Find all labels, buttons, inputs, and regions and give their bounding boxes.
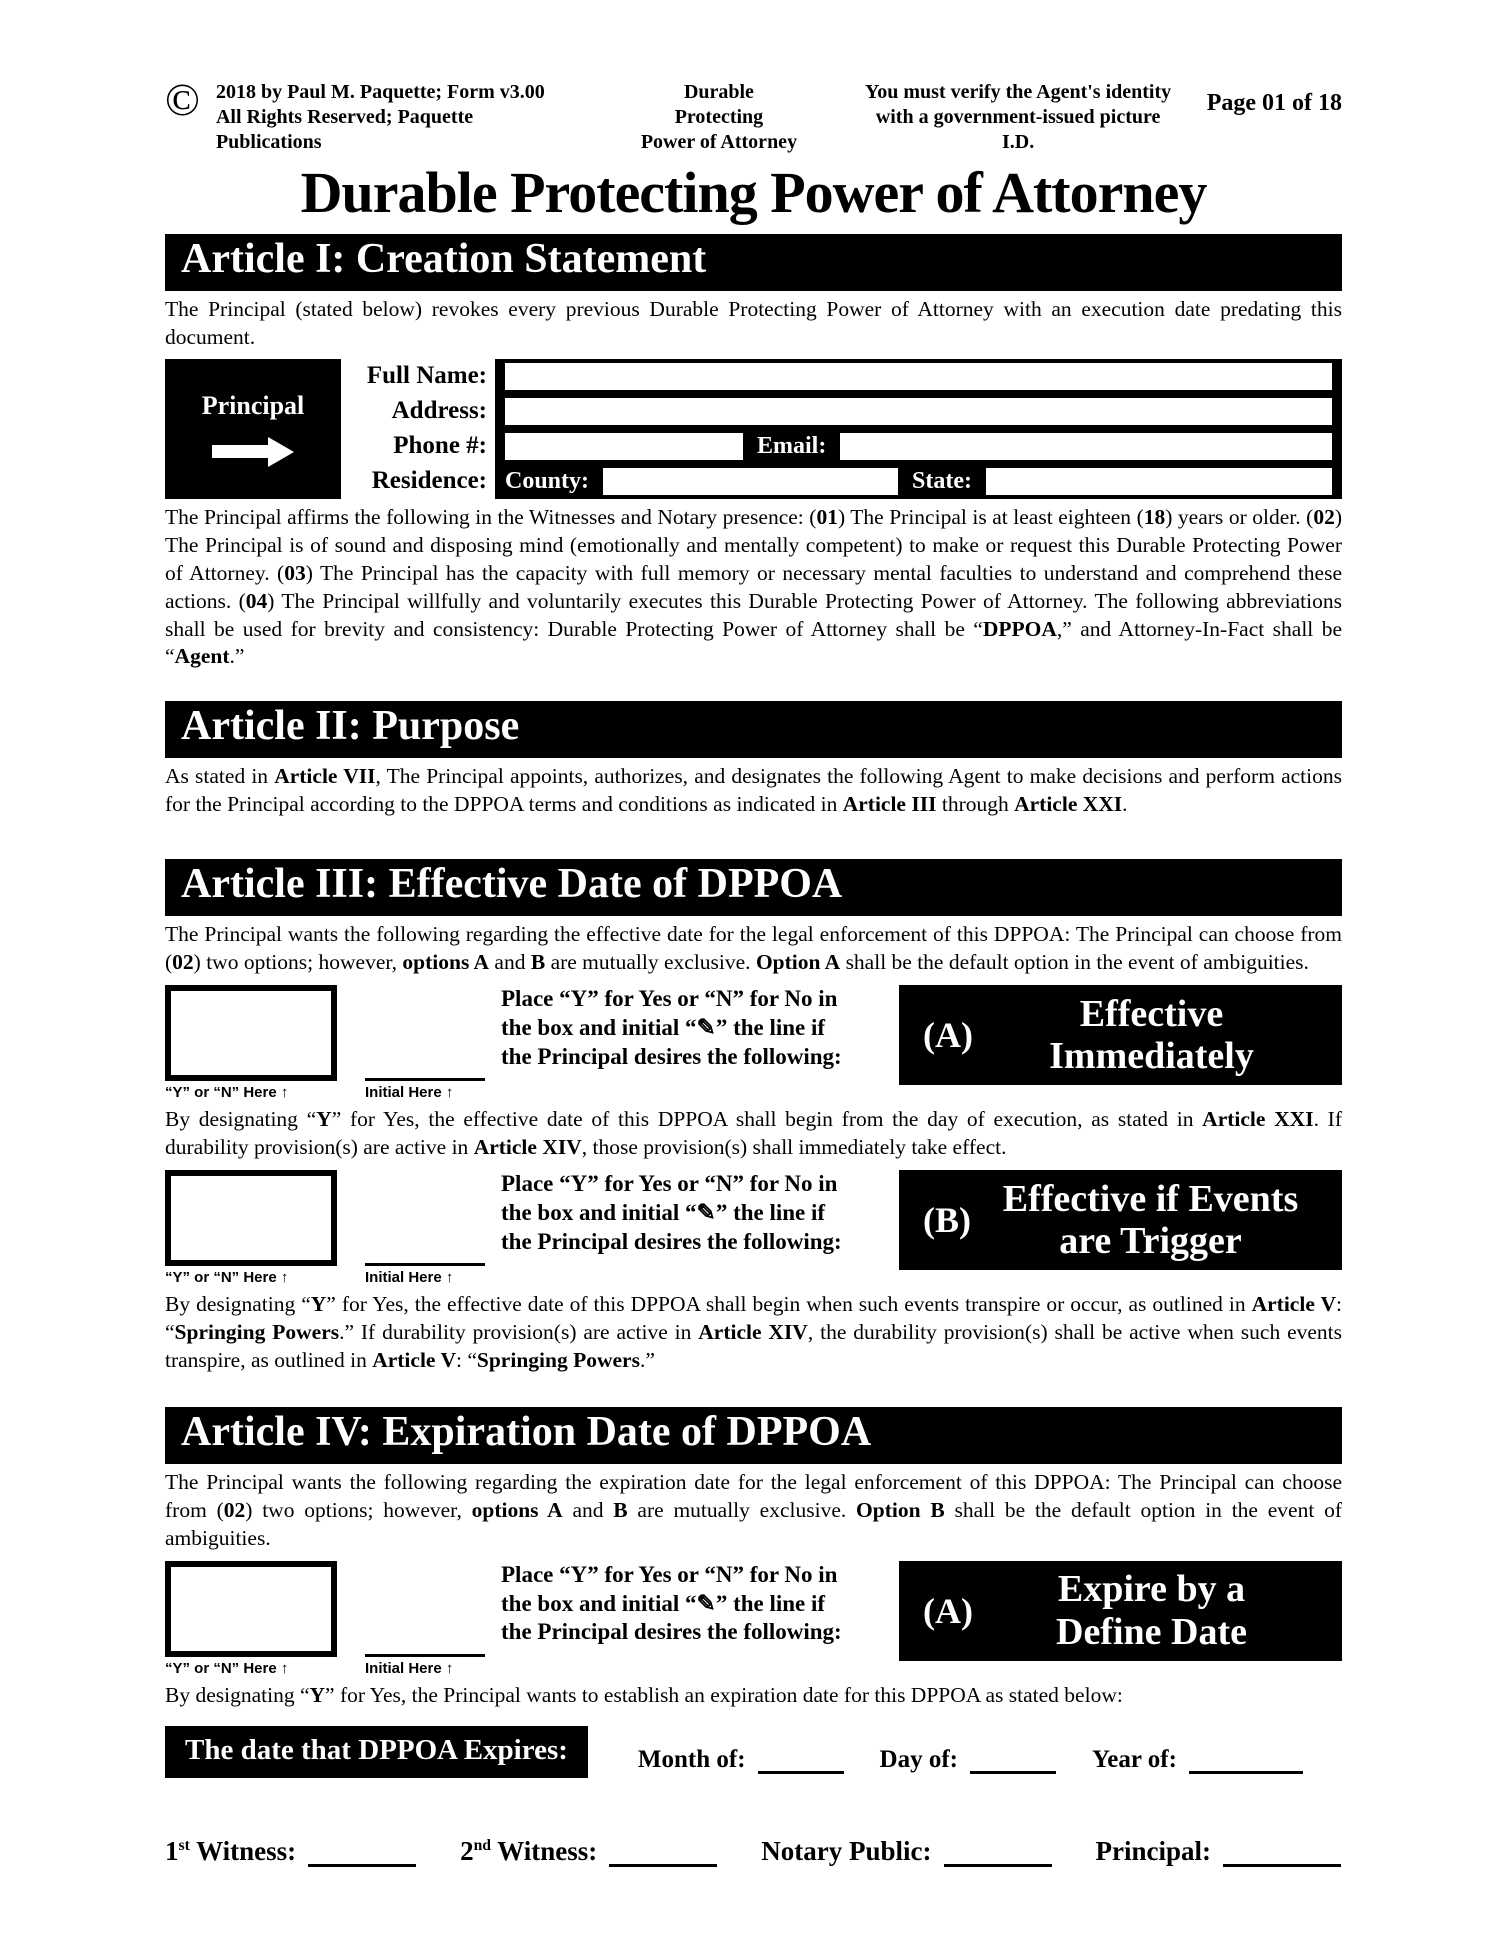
option-b-title xyxy=(971,1178,1342,1263)
county-input[interactable] xyxy=(603,468,898,495)
article2-heading: Article II: Purpose xyxy=(165,701,1342,758)
instruction-line2: the box and initial “✎” the line if xyxy=(501,1014,826,1040)
instruction-line2: the box and initial “✎” the line if xyxy=(501,1590,826,1616)
address-field-area xyxy=(495,394,1342,429)
yn-caption: “Y” or “N” Here ↑ xyxy=(165,1084,289,1102)
witness2-label xyxy=(460,1836,597,1867)
copyright-line2: All Rights Reserved; Paquette Publications xyxy=(215,106,474,153)
month-label: Month of: xyxy=(637,1745,746,1773)
verify-line1: You must verify the Agent's identity xyxy=(865,81,1172,103)
year-field xyxy=(1092,1746,1303,1778)
address-label: Address: xyxy=(347,394,495,429)
option-a-title xyxy=(973,1568,1342,1653)
instruction-line1: Place “Y” for Yes or “N” for No in xyxy=(501,1561,838,1587)
principal-info-form xyxy=(165,359,1342,499)
full-name-label: Full Name: xyxy=(347,359,495,394)
instruction-line3: the Principal desires the following: xyxy=(501,1619,842,1645)
principal-callout xyxy=(165,359,341,499)
address-input[interactable] xyxy=(505,398,1332,425)
residence-field-area xyxy=(495,464,1342,499)
expiration-date-row xyxy=(165,1726,1342,1778)
arrow-shaft xyxy=(212,445,268,458)
principal-callout-label: Principal xyxy=(201,390,305,420)
witness2-sup: nd xyxy=(473,1836,492,1854)
article3-heading: Article III: Effective Date of DPPOA xyxy=(165,859,1342,916)
page-title: Durable Protecting Power of Attorney xyxy=(300,160,1207,225)
year-label: Year of: xyxy=(1092,1745,1177,1773)
expire-date-label: The date that DPPOA Expires: xyxy=(165,1726,588,1778)
witness2-num: 2 xyxy=(460,1835,474,1866)
option-a-title-line1: Expire by a xyxy=(1057,1568,1246,1611)
email-input[interactable] xyxy=(840,433,1332,460)
state-label: State: xyxy=(912,467,972,494)
doc-name-line1: Durable Protecting xyxy=(674,81,764,128)
witness2-text: Witness: xyxy=(497,1835,598,1866)
full-name-field-area xyxy=(495,359,1342,394)
phone-email-field-area xyxy=(495,429,1342,464)
copyright-icon: © xyxy=(165,74,200,125)
option-a-title-line2: Define Date xyxy=(1056,1610,1247,1653)
initial-caption: Initial Here ↑ xyxy=(365,1659,454,1677)
option-instruction xyxy=(501,1170,885,1256)
article3-option-b-initial-line[interactable] xyxy=(365,1170,485,1266)
instruction-line1: Place “Y” for Yes or “N” for No in xyxy=(501,1171,838,1197)
day-field xyxy=(880,1746,1056,1778)
article1-affirmation: The Principal affirms the following in the Witnesses and Notary presence: (01) The Principal is at least eighteen (18) years or older. (02) The Principal is of sound and disposing mind (emotionally and mentally competent) to make or request this Durable Protecting Power of Attorney. (03) The Principal has the capacity with full memory or necessary mental faculties to understand and comprehend these actions. (04) The Principal willfully and voluntarily executes this Durable Protecting Power of Attorney. The following abbreviations shall be used for brevity and consistency: Durable Protecting Power of Attorney shall be “DPPOA,” and Attorney-In-Fact shall be “Agent.” xyxy=(165,504,1342,669)
notary-signature-line[interactable] xyxy=(944,1838,1052,1867)
article3-option-a-initial-line[interactable] xyxy=(365,985,485,1081)
witness1-num: 1 xyxy=(165,1835,179,1866)
yn-caption: “Y” or “N” Here ↑ xyxy=(165,1269,289,1287)
article3-option-b-row xyxy=(165,1170,1342,1286)
email-label: Email: xyxy=(757,432,827,459)
article4-option-a-yes-no-box[interactable] xyxy=(165,1561,337,1657)
right-arrow-icon xyxy=(212,437,294,467)
principal-field xyxy=(1096,1836,1342,1867)
article4-option-a-banner xyxy=(899,1561,1342,1661)
residence-row xyxy=(347,464,1342,499)
option-a-title xyxy=(973,993,1342,1078)
option-a-tag: (A) xyxy=(923,1015,973,1056)
instruction-line2: the box and initial “✎” the line if xyxy=(501,1199,826,1225)
phone-label: Phone #: xyxy=(347,429,495,464)
notary-label: Notary Public: xyxy=(761,1835,932,1866)
article3-option-b-yes-no-box[interactable] xyxy=(165,1170,337,1266)
state-input[interactable] xyxy=(986,468,1332,495)
principal-signature-line[interactable] xyxy=(1223,1838,1341,1867)
yn-column xyxy=(165,985,337,1101)
article1-heading: Article I: Creation Statement xyxy=(165,234,1342,291)
doc-name-line2: Power of Attorney xyxy=(640,131,798,153)
month-input-line[interactable] xyxy=(758,1747,844,1774)
option-b-title-line1: Effective if Events xyxy=(1002,1177,1299,1220)
copyright-notice xyxy=(216,80,578,155)
option-instruction xyxy=(501,985,885,1071)
witness1-label xyxy=(165,1836,296,1867)
option-a-title-line1: Effective xyxy=(1079,992,1224,1035)
option-a-tag: (A) xyxy=(923,1590,973,1631)
option-a-title-line2: Immediately xyxy=(1049,1035,1254,1078)
initial-column xyxy=(365,1561,485,1677)
day-input-line[interactable] xyxy=(970,1747,1056,1774)
article4-intro: The Principal wants the following regarding the expiration date for the legal enforcement of this DPPOA: The Principal can choose from (02) two options; however, options A and B are mutually exclusive. Option B shall be the default option in the event of ambiguities. xyxy=(165,1469,1343,1550)
witness2-field xyxy=(460,1836,717,1867)
initial-column xyxy=(365,985,485,1101)
option-b-tag: (B) xyxy=(923,1200,971,1241)
article4-heading: Article IV: Expiration Date of DPPOA xyxy=(165,1407,1342,1464)
yn-column xyxy=(165,1561,337,1677)
initial-caption: Initial Here ↑ xyxy=(365,1269,454,1287)
yn-caption: “Y” or “N” Here ↑ xyxy=(165,1659,289,1677)
initial-column xyxy=(365,1170,485,1286)
instruction-line1: Place “Y” for Yes or “N” for No in xyxy=(501,986,838,1012)
initial-caption: Initial Here ↑ xyxy=(365,1084,454,1102)
article3-option-a-banner xyxy=(899,985,1342,1085)
full-name-row xyxy=(347,359,1342,394)
article3-option-a-yes-no-box[interactable] xyxy=(165,985,337,1081)
witness2-signature-line[interactable] xyxy=(609,1838,717,1867)
article4-option-a-row xyxy=(165,1561,1342,1677)
document-name xyxy=(638,80,799,155)
day-label: Day of: xyxy=(879,1745,959,1773)
instruction-line3: the Principal desires the following: xyxy=(501,1228,842,1254)
phone-input[interactable] xyxy=(505,433,743,460)
notary-field xyxy=(761,1836,1051,1867)
option-b-title-line2: are Trigger xyxy=(1059,1220,1242,1263)
article4-option-a-initial-line[interactable] xyxy=(365,1561,485,1657)
article3-intro: The Principal wants the following regarding the effective date for the legal enforcement of this DPPOA: The Principal can choose from (02) two options; however, options A and B are mutually exclusive. Option A shall be the default option in the event of ambiguities. xyxy=(165,922,1342,975)
month-field xyxy=(638,1746,844,1778)
phone-email-row xyxy=(347,429,1342,464)
article3-after-b: By designating “Y” for Yes, the effective date of this DPPOA shall begin when such events transpire or occur, as outlined in Article V: “Springing Powers.” If durability provision(s) are active in Article XIV, the durability provision(s) shall be active when such events transpire, as outlined in Article V: “Springing Powers.” xyxy=(165,1292,1342,1372)
principal-fields xyxy=(347,359,1342,499)
witness1-sup: st xyxy=(178,1836,190,1854)
article3-option-b-banner xyxy=(899,1170,1342,1270)
option-instruction xyxy=(501,1561,885,1647)
article3-after-a: By designating “Y” for Yes, the effective date of this DPPOA shall begin from the day of execution, as stated in Article XXI. If durability provision(s) are active in Article XIV, those provision(s) shall immediately take effect. xyxy=(165,1107,1342,1160)
arrow-head xyxy=(268,437,294,467)
year-input-line[interactable] xyxy=(1189,1747,1303,1774)
article4-after-a: By designating “Y” for Yes, the Principal wants to establish an expiration date for this DPPOA as stated below: xyxy=(165,1682,1123,1707)
principal-label: Principal: xyxy=(1095,1835,1212,1866)
witness1-text: Witness: xyxy=(196,1835,297,1866)
article1-intro: The Principal (stated below) revokes every previous Durable Protecting Power of Attorney with an execution date predating this document. xyxy=(165,296,1342,349)
witness1-signature-line[interactable] xyxy=(308,1838,416,1867)
full-name-input[interactable] xyxy=(505,363,1332,390)
verification-notice xyxy=(860,80,1177,155)
signature-row xyxy=(165,1836,1342,1867)
residence-label: Residence: xyxy=(347,464,495,499)
document-header xyxy=(165,74,1342,155)
verify-line2: with a government-issued picture I.D. xyxy=(875,106,1161,153)
copyright-line1: 2018 by Paul M. Paquette; Form v3.00 xyxy=(215,81,545,103)
witness1-field xyxy=(165,1836,416,1867)
address-row xyxy=(347,394,1342,429)
article2-body: As stated in Article VII, The Principal appoints, authorizes, and designates the following Agent to make decisions and perform actions for the Principal according to the DPPOA terms and conditions as indicated in Article III through Article XXI. xyxy=(165,764,1342,817)
county-label: County: xyxy=(505,467,590,494)
instruction-line3: the Principal desires the following: xyxy=(501,1043,842,1069)
page-number: Page 01 of 18 xyxy=(1206,90,1342,116)
yn-column xyxy=(165,1170,337,1286)
article3-option-a-row xyxy=(165,985,1342,1101)
